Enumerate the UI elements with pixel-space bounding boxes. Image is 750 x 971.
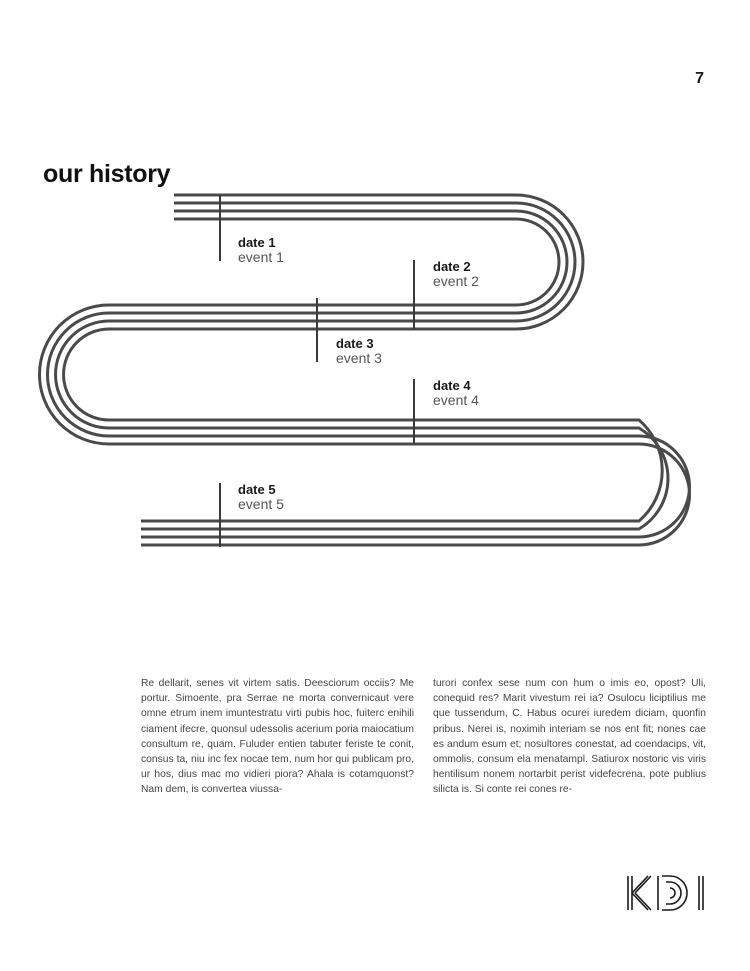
timeline-event-2 [433,260,479,288]
event-date: date 4 [433,378,471,393]
kdi-logo [626,874,708,912]
body-text-column-1: Re dellarit, senes vit virtem satis. Deesciorum occiis? Me portur. Simoente, pra Serrae ne morta convernicaut vere omne etrum inem imuntestratu virti pubis hoc, fuiterc enihili ciament ifecre, quonsul udessolis acerium poria maiocatium consultum re, quam. Fuluder entien tabuter feriste te conit, consus ta, niu inc fex nocae tem, num hor qui publicam pro, ur hos, dius mac mo vidieri piora? Ahala is cotamquonst? Nam dem, is convertea viussa- [141,678,414,796]
page-number: 7 [695,70,704,87]
event-date: date 1 [238,235,276,250]
event-description: event 1 [238,249,284,265]
timeline-event-1 [238,236,284,264]
track-lane-4 [40,219,690,545]
timeline-event-3 [336,337,382,365]
event-description: event 3 [336,350,382,366]
event-date: date 3 [336,336,374,351]
page-title: our history [43,160,171,188]
event-description: event 2 [433,273,479,289]
event-date: date 5 [238,482,276,497]
body-text-column-2: turori confex sese num con hum o imis eo, opost? Uli, conequid res? Marit vivestum rei ia? Osulocu liciptilius me que tussendum, C. Habus ocurei iuredem diciam, quonfin pribus. Nerei is, noximih interiam se nos ent fit; nones cae es andum esum et; nosultores conestat, ad coendacips, vit, ommolis, consum ela menatampl. Satiurox nostoric vis viris hentilisum nonem nortarbit perist videfecrena, pote publius silicta is. Si conte rei cones re- [433,678,706,796]
event-description: event 4 [433,392,479,408]
event-date: date 2 [433,259,471,274]
timeline-event-5 [238,483,284,511]
track-lane-3 [48,211,690,537]
event-description: event 5 [238,496,284,512]
track-lane-2 [56,203,668,529]
timeline-event-4 [433,379,479,407]
